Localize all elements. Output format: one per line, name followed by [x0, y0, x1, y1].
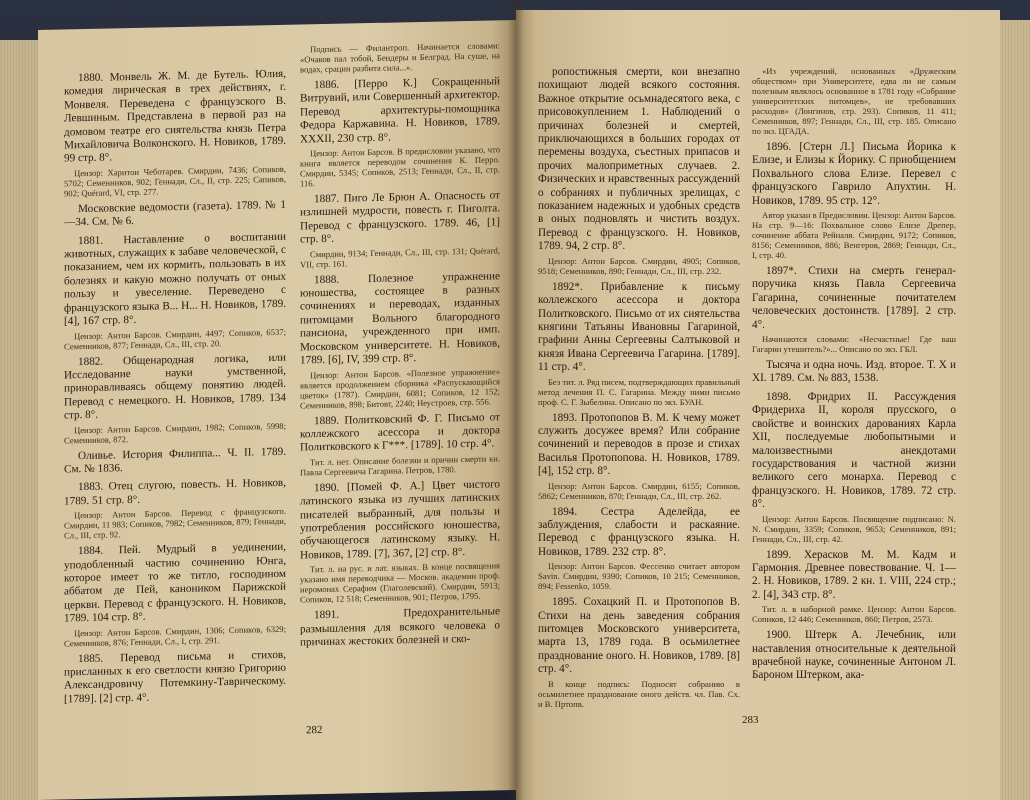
bibliography-entry: 1890. [Помей Ф. А.] Цвет чистого латинского языка из лучших латинских писателей выбранный, для пользы и употребления российского юношества, обучающегося латинскому языку. Н. Новиков, 1789. [7], 367, [2] стр. 8°.: [300, 478, 500, 562]
entry-note: Цензор: Антон Барсов. Фессенко считает автором Savin. Смирдин, 9390; Сопиков, 10 215; Семенников, 894; Fessenko, 1059.: [538, 561, 740, 592]
entry-note: Без тит. л. Ряд писем, подтверждающих правильный метод лечения П. С. Гагарина. Между ними письмо проф. С. Г. Зыбелина. Описано по экз. БУАН.: [538, 376, 740, 407]
bibliography-entry: 1884. Пей. Мудрый в уединении, уподобленный частию сочинению Юнга, которое имеет то же титло, господином аббатом де Пей, каноником Парижской церкви. Перевод с французского. Н. Новиков, 1789. 104 стр. 8°.: [64, 540, 286, 625]
left-page: [38, 20, 516, 800]
bibliography-entry: 1900. Штерк А. Лечебник, или наставления относительные к деятельной врачебной науке, сочиненные Антоном Л. Бароном Штерком, ака-: [752, 629, 956, 682]
entry-note: Цензор: Антон Барсов. Перевод с французского. Смирдин, 11 983; Сопиков, 7982; Семенников, 879; Геннади, Сл., III, стр. 92.: [64, 505, 286, 541]
entry-note: Цензор: Антон Барсов. Смирдин, 4905; Сопиков, 9518; Семенников, 890; Геннади, Сл., III, стр. 232.: [538, 255, 740, 276]
entry-note: Тит. л. на рус. и лат. языках. В конце посвящения указано имя переводчика — Москов. академии проф. иеромонах Серафим (Глаголевский). Смирдин, 5913; Сопиков, 12 518; Семенников, 901; Петров, 1795.: [300, 560, 500, 605]
entry-note: Автор указан в Предисловии. Цензор: Антон Барсов. На стр. 9—16: Похвальное слово Елизе Дрепер, сочинение аббата Рейналя. Смирдин, 9172; Сопиков, 8156; Семенников, 886; Венгеров, 2869; Геннади, Сл., I, стр. 40.: [752, 210, 956, 261]
bibliography-entry: 1898. Фридрих II. Рассуждения Фридериха II, короля прусского, о свойстве и воинских дарованиях Карла XII, последуемые любопытными и малоизвестными анекдотами государствования и частной жизни великого сего монарха. Перевод с французского. Н. Новиков, 1789. 72 стр. 8°.: [752, 390, 956, 511]
bibliography-entry: 1883. Отец слугою, повесть. Н. Новиков, 1789. 51 стр. 8°.: [64, 477, 286, 508]
entry-note: Смирдин, 9134; Геннади, Сл., III, стр. 131; Quérard, VII, стр. 161.: [300, 244, 500, 270]
bibliography-entry: Тысяча и одна ночь. Изд. второе. Т. X и XI. 1789. См. № 883, 1538.: [752, 359, 956, 385]
bibliography-entry: 1881. Наставление о воспитании животных, служащих к забаве человеческой, с показанием, чем их кормить, пользовать в их болезнях и какую можно получать от оных пользу и увеселение. Переведено с французского языка В... Н... Н. Новиков, 1789. [4], 167 стр. 8°.: [64, 230, 286, 328]
bibliography-entry: 1894. Сестра Аделейда, ее заблуждения, слабости и раскаяние. Перевод с французского языка. Н. Новиков, 1789. 232 стр. 8°.: [538, 505, 740, 558]
bibliography-entry: 1891. Предохранительные размышления для всякого человека о причинах жестоких болезней и ско-: [300, 605, 500, 649]
left-column-2: [300, 38, 500, 650]
entry-note: Цензор: Антон Барсов. В предисловии указано, что книга является переводом сочинения К. Перро. Смирдин, 5345; Сопиков, 2513; Геннади, Сл., II, стр. 116.: [300, 144, 500, 189]
bibliography-entry: 1892*. Прибавление к письму коллежского асессора и доктора Политковского. Письмо от их сиятельства княгини Татьяны Ивановны Гагариной, графини Анны Сергеевны Салтыковой и князя Ивана Сергеевича Гагарина. [1789]. 11 стр. 4°.: [538, 280, 740, 374]
entry-note: Тит. л. в наборной рамке. Цензор: Антон Барсов. Сопиков, 12 446; Семенников, 860; Петров, 2573.: [752, 604, 956, 625]
page-edges-left: [0, 40, 40, 800]
right-page: [516, 10, 1000, 800]
entry-note: Тит. л. нет. Описание болезни и причин смерти кн. Павла Сергеевича Гагарина. Петров, 1780.: [300, 453, 500, 478]
bibliography-entry: Оливье. История Филиппа... Ч. II. 1789. См. № 1836.: [64, 445, 286, 476]
bibliography-entry: 1888. Полезное упражнение юношества, состоящее в разных сочинениях и переводах, изданных питомцами Вольного благородного пансиона, учрежденного при имп. Московском университете. Н. Новиков, 1789. [6], IV, 399 стр. 8°.: [300, 269, 500, 367]
bibliography-entry: 1895. Сохацкий П. и Протопопов В. Стихи на день заведения собрания питомцев Московского университета, марта 13, 1789 года. В осьмилетнее празднование оного. Н. Новиков, 1789. [8] стр. 4°.: [538, 596, 740, 676]
bibliography-entry: 1882. Общенародная логика, или Исследование науки умственной, приноравливаясь общему понятию людей. Перевод с немецкого. Н. Новиков, 1789. 134 стр. 8°.: [64, 351, 286, 422]
bibliography-entry: Московские ведомости (газета). 1789. № 1—34. См. № 6.: [64, 198, 286, 229]
bibliography-entry: ропостижныя смерти, кои внезапно похищают людей всякого состояния. Важное открытие осьмнадесятого века, с присовокуплением 1. Наблюдений о причинах болезней и смертей, приключающихся в больших городах от перемены воздуха, съестных припасов и прочих малоприметных случаев. 2. Физических и нравственных рассуждений о собраниях и публичных зрелищах, с показанием надежных и удобных средств в оных подновлять и чистить воздух. Перевод с французского. Н. Новиков, 1789. 94, 2 стр. 8°.: [538, 66, 740, 253]
entry-note: Цензор: Антон Барсов. Смирдин, 4497; Сопиков, 6537; Семенников, 877; Геннади, Сл., III, стр. 20.: [64, 326, 286, 351]
entry-note: «Из учреждений, основанных «Дружеским обществом» при Университете, едва ли не самым полезным являлось основанное в 1781 году «Собрание университетских питомцев», не требовавших расходов» (Лонгинов, стр. 293). Сопиков, 11 411; Семенников, 897; Геннади, Сл., III, стр. 185. Описано по экз. ЦГАДА.: [752, 66, 956, 136]
book-gutter: [508, 0, 524, 800]
entry-note: Цензор: Антон Барсов. «Полезное упражнение» является продолжением сборника «Распускающийся цветок» (1787). Смирдин, 6081; Сопиков, 12 152; Семенников, 898; Битовт, 2240; Неустроев, стр. 556.: [300, 365, 500, 411]
entry-note: Начинаются словами: «Несчастные! Где ваш Гагарин утешитель?»... Описано по экз. ГБЛ.: [752, 334, 956, 355]
entry-note: Подпись — Филантроп. Начинается словами: «Очаков пал тобой, Бендеры и Белград. На суше, на водах, срацин разбита сила...».: [300, 40, 500, 75]
bibliography-entry: 1889. Политковский Ф. Г. Письмо от коллежского асессора и доктора Политковского к Г***. [1789]. 10 стр. 4°.: [300, 410, 500, 454]
bibliography-entry: 1880. Монвель Ж. М. де Бутель. Юлия, комедия лирическая в трех действиях, г. Монвеля. Переведена с французского В. Левшиным. Представлена в первой раз на домовом театре его сиятельства князь Петра Михайловича Волконского. Н. Новиков, 1789. 99 стр. 8°.: [64, 67, 286, 165]
entry-note: Цензор: Антон Барсов. Посвящение подписано: N. N. Смирдин, 3359; Сопиков, 9653; Семенников, 891; Геннади, Сл., III, стр. 42.: [752, 513, 956, 544]
bibliography-entry: 1896. [Стерн Л.] Письма Йорика к Елизе, и Елизы к Йорику. С приобщением Похвального слова Елизе. Перевел с французского Гаврило Апухтин. Н. Новиков, 1789. 95 стр. 12°.: [752, 141, 956, 207]
right-column-1: [538, 66, 740, 713]
page-edges-right: [998, 20, 1030, 800]
bibliography-entry: 1899. Херасков М. М. Кадм и Гармония. Древнее повествование. Ч. 1—2. Н. Новиков, 1789. 2 кн. 1. VIII, 224 стр.; 2. [4], 343 стр. 8°.: [752, 548, 956, 601]
entry-note: Цензор: Антон Барсов. Смирдин, 1306; Сопиков, 6329; Семенников, 876; Геннади, Сл., I, стр. 291.: [64, 623, 286, 649]
right-column-2: [752, 64, 956, 683]
entry-note: Цензор: Антон Барсов. Смирдин, 6155; Сопиков, 5862; Семенников, 870; Геннади, Сл., III, стр. 262.: [538, 480, 740, 501]
page-number-right: 283: [742, 714, 759, 726]
bibliography-entry: 1886. [Перро К.] Сокращенный Витрувий, или Совершенный архитектор. Перевод архитектуры-помощника Федора Каржавина. Н. Новиков, 1789. XXXII, 230 стр. 8°.: [300, 75, 500, 146]
bibliography-entry: 1885. Перевод письма и стихов, присланных к его светлости князю Григорию Александровичу Потемкину-Таврическому. [1789]. [2] стр. 4°.: [64, 648, 286, 706]
bibliography-entry: 1887. Пиго Ле Брюн А. Опасность от излишней мудрости, повесть г. Пиголта. Перевод с французского. 1789. 46, [1] стр. 8°.: [300, 189, 500, 246]
bibliography-entry: 1897*. Стихи на смерть генерал-поручика князь Павла Сергеевича Гагарина, сочиненные почитателем человеческих достоинств. [1789]. 2 стр. 4°.: [752, 265, 956, 331]
entry-note: Цензор: Антон Барсов. Смирдин, 1982; Сопиков, 5998; Семенников, 872.: [64, 420, 286, 445]
left-column-1: [64, 63, 286, 707]
page-number-left: 282: [306, 724, 323, 737]
bibliography-entry: 1893. Протопопов В. М. К чему может служить досужее время? Или собрание сочинений и переводов в прозе и стихах Василья Протопопова. Н. Новиков, 1789. [4], 152 стр. 8°.: [538, 411, 740, 478]
entry-note: Цензор: Харитон Чеботарев. Смирдин, 7436; Сопиков, 5702; Семенников, 902; Геннади, Сл., II, стр. 225; Сапиков, 902; Quérard, VI, стр. 277.: [64, 163, 286, 199]
entry-note: В конце подпись: Подносят собранию в осьмилетнее празднование оного действ. чл. Пав. Сх. и В. Пртопв.: [538, 678, 740, 709]
